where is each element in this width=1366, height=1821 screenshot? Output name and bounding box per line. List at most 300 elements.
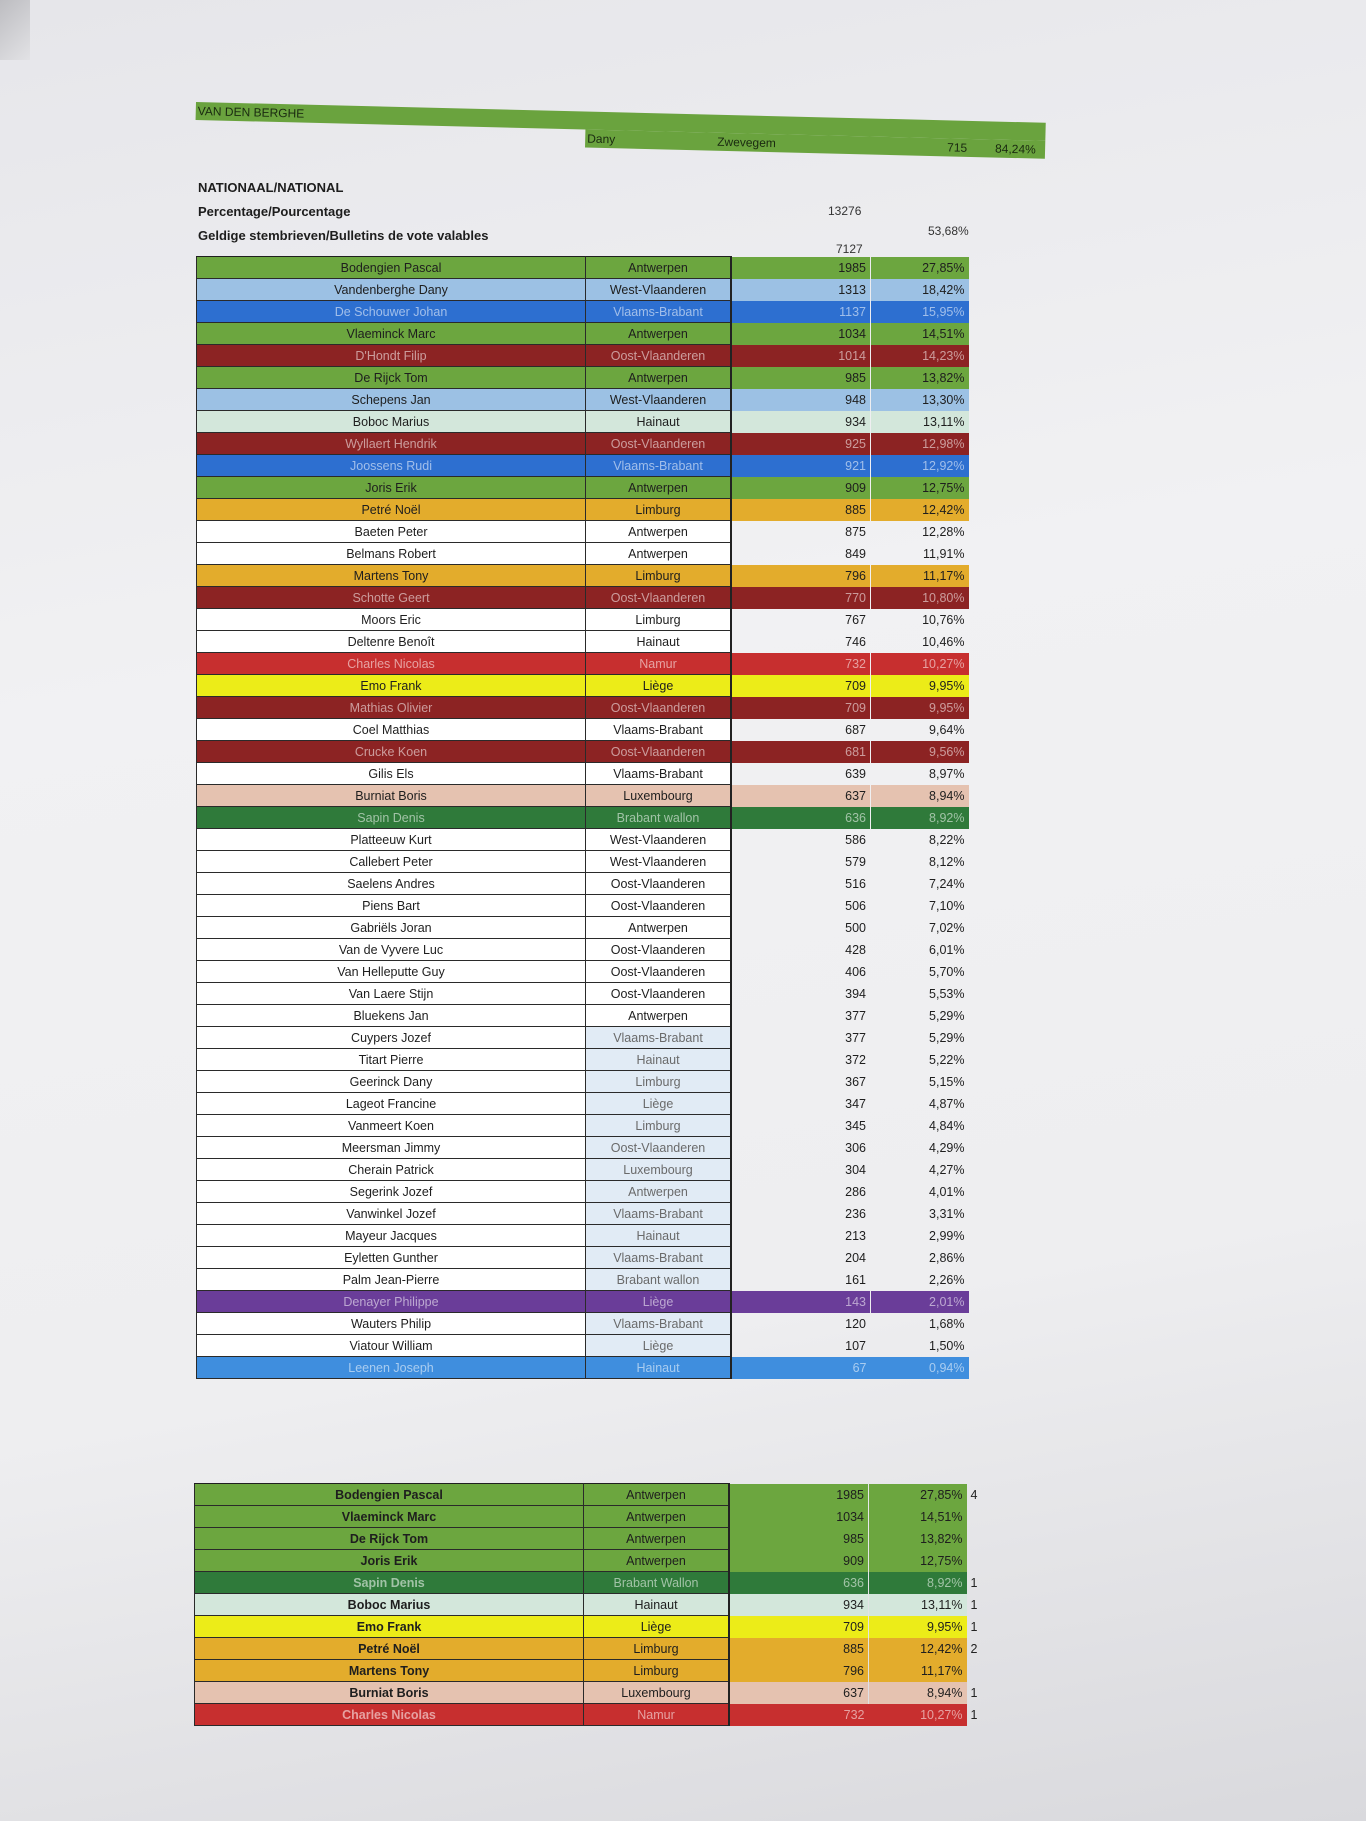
candidate-name: Moors Eric	[197, 609, 586, 631]
candidate-name: Vlaeminck Marc	[195, 1506, 584, 1528]
vote-count: 347	[845, 1096, 866, 1111]
vote-count: 213	[845, 1228, 866, 1243]
vote-percentage: 12,75%	[869, 1550, 967, 1572]
vote-count: 372	[845, 1052, 866, 1067]
province: Limburg	[586, 1115, 732, 1137]
candidates-table-body	[197, 257, 969, 1379]
vote-count: 767	[845, 612, 866, 627]
national-title: NATIONAAL/NATIONAL	[198, 180, 344, 195]
candidate-name: Eyletten Gunther	[197, 1247, 586, 1269]
summary-row	[195, 1484, 995, 1506]
vote-percentage: 10,46%	[922, 634, 965, 649]
vote-count: 934	[731, 411, 871, 433]
province: Brabant wallon	[586, 807, 732, 829]
vote-count: 732	[729, 1704, 869, 1726]
seat-count: 1	[970, 1619, 978, 1634]
summary-row	[195, 1704, 995, 1726]
candidate-name: De Rijck Tom	[195, 1528, 584, 1550]
vote-count: 925	[731, 433, 871, 455]
seat-count: 1	[970, 1597, 978, 1612]
table-row	[197, 1093, 969, 1115]
vote-percentage: 5,70%	[929, 964, 965, 979]
vote-count: 304	[845, 1162, 866, 1177]
table-row	[197, 1225, 969, 1247]
province: Namur	[586, 653, 732, 675]
vote-percentage: 2,01%	[871, 1291, 969, 1313]
vote-percentage: 4,27%	[929, 1162, 965, 1177]
vote-count: 120	[845, 1316, 866, 1331]
table-row	[197, 389, 969, 411]
candidate-name: Palm Jean-Pierre	[197, 1269, 586, 1291]
candidate-name: Wyllaert Hendrik	[197, 433, 586, 455]
candidate-name: Baeten Peter	[197, 521, 586, 543]
province: Vlaams-Brabant	[586, 1313, 732, 1335]
candidate-name: Charles Nicolas	[197, 653, 586, 675]
vote-percentage: 12,98%	[871, 433, 969, 455]
candidate-name: Deltenre Benoît	[197, 631, 586, 653]
vote-percentage: 12,42%	[871, 499, 969, 521]
vote-percentage: 14,51%	[869, 1506, 967, 1528]
vote-percentage: 12,28%	[922, 524, 965, 539]
province: Luxembourg	[584, 1682, 730, 1704]
vote-percentage: 8,94%	[871, 785, 969, 807]
summary-row	[195, 1506, 995, 1528]
province: Limburg	[586, 499, 732, 521]
vote-percentage: 2,99%	[929, 1228, 965, 1243]
candidate-name: Leenen Joseph	[197, 1357, 586, 1379]
table-row	[197, 345, 969, 367]
candidate-name: De Rijck Tom	[197, 367, 586, 389]
seat-count: 2	[970, 1641, 978, 1656]
table-row	[197, 279, 969, 301]
seat-count: 1	[970, 1707, 978, 1722]
table-row	[197, 763, 969, 785]
province: Hainaut	[586, 1357, 732, 1379]
candidate-name: Joris Erik	[195, 1550, 584, 1572]
vote-percentage: 8,97%	[929, 766, 965, 781]
table-row	[197, 1203, 969, 1225]
table-row	[197, 367, 969, 389]
table-row	[197, 1159, 969, 1181]
table-row	[197, 851, 969, 873]
candidate-name: Gilis Els	[197, 763, 586, 785]
vote-count: 1985	[729, 1484, 869, 1506]
province: Antwerpen	[584, 1506, 730, 1528]
vote-count: 286	[845, 1184, 866, 1199]
vote-count: 500	[845, 920, 866, 935]
province: Hainaut	[586, 1049, 732, 1071]
province: Liège	[586, 1291, 732, 1313]
province: Antwerpen	[586, 917, 732, 939]
vote-percentage: 9,95%	[869, 1616, 967, 1638]
province: Antwerpen	[586, 1005, 732, 1027]
vote-percentage: 8,22%	[929, 832, 965, 847]
vote-count: 796	[729, 1660, 869, 1682]
valid-ballots-label: Geldige stembrieven/Bulletins de vote valables	[198, 228, 489, 243]
vote-count: 367	[845, 1074, 866, 1089]
province: West-Vlaanderen	[586, 851, 732, 873]
table-row	[197, 521, 969, 543]
vote-count: 796	[731, 565, 871, 587]
header-first-name: Dany	[587, 131, 616, 147]
candidates-table	[196, 256, 969, 1379]
province: Limburg	[584, 1638, 730, 1660]
vote-count: 1985	[731, 257, 871, 279]
table-row	[197, 829, 969, 851]
vote-percentage: 11,17%	[871, 565, 969, 587]
vote-percentage: 5,53%	[929, 986, 965, 1001]
table-row	[197, 741, 969, 763]
seat-count	[967, 1660, 995, 1682]
candidate-name: Meersman Jimmy	[197, 1137, 586, 1159]
percentage-label: Percentage/Pourcentage	[198, 204, 351, 219]
vote-percentage: 15,95%	[871, 301, 969, 323]
vote-count: 746	[845, 634, 866, 649]
province: Luxembourg	[586, 785, 732, 807]
province: Vlaams-Brabant	[586, 719, 732, 741]
seat-count: 1	[970, 1575, 978, 1590]
vote-count: 849	[845, 546, 866, 561]
table-row	[197, 1071, 969, 1093]
table-row	[197, 1005, 969, 1027]
candidate-name: Emo Frank	[195, 1616, 584, 1638]
vote-count: 377	[845, 1030, 866, 1045]
vote-count: 236	[845, 1206, 866, 1221]
candidate-name: Petré Noël	[195, 1638, 584, 1660]
province: Limburg	[586, 609, 732, 631]
candidate-name: Van Helleputte Guy	[197, 961, 586, 983]
province: Hainaut	[586, 411, 732, 433]
vote-percentage: 12,92%	[871, 455, 969, 477]
vote-percentage: 5,29%	[929, 1008, 965, 1023]
vote-count: 885	[731, 499, 871, 521]
province: Oost-Vlaanderen	[586, 587, 732, 609]
candidate-name: Vanwinkel Jozef	[197, 1203, 586, 1225]
vote-count: 1313	[731, 279, 871, 301]
vote-count: 1034	[731, 323, 871, 345]
vote-percentage: 5,15%	[929, 1074, 965, 1089]
province: Brabant Wallon	[584, 1572, 730, 1594]
vote-percentage: 13,82%	[871, 367, 969, 389]
table-row	[197, 631, 969, 653]
candidate-name: Mayeur Jacques	[197, 1225, 586, 1247]
candidate-name: Belmans Robert	[197, 543, 586, 565]
candidate-name: Geerinck Dany	[197, 1071, 586, 1093]
summary-row	[195, 1528, 995, 1550]
vote-percentage: 4,01%	[929, 1184, 965, 1199]
vote-count: 579	[845, 854, 866, 869]
province: Vlaams-Brabant	[586, 455, 732, 477]
vote-percentage: 9,64%	[929, 722, 965, 737]
vote-count: 636	[729, 1572, 869, 1594]
province: Oost-Vlaanderen	[586, 741, 732, 763]
table-row	[197, 653, 969, 675]
vote-percentage: 13,11%	[871, 411, 969, 433]
province: Oost-Vlaanderen	[586, 1137, 732, 1159]
province: Liège	[586, 675, 732, 697]
summary-table-body	[195, 1484, 995, 1726]
seat-count: 4	[970, 1487, 978, 1502]
province: Oost-Vlaanderen	[586, 433, 732, 455]
vote-percentage: 14,51%	[871, 323, 969, 345]
candidate-name: D'Hondt Filip	[197, 345, 586, 367]
page-corner	[0, 0, 30, 60]
province: West-Vlaanderen	[586, 389, 732, 411]
vote-percentage: 18,42%	[871, 279, 969, 301]
candidate-name: Schepens Jan	[197, 389, 586, 411]
table-row	[197, 433, 969, 455]
total-votes: 13276	[828, 204, 862, 218]
vote-percentage: 6,01%	[929, 942, 965, 957]
table-row	[197, 961, 969, 983]
candidate-name: Burniat Boris	[197, 785, 586, 807]
candidate-name: Gabriëls Joran	[197, 917, 586, 939]
table-row	[197, 1247, 969, 1269]
candidate-name: Emo Frank	[197, 675, 586, 697]
vote-percentage: 8,92%	[869, 1572, 967, 1594]
candidate-name: Titart Pierre	[197, 1049, 586, 1071]
table-row	[197, 543, 969, 565]
vote-count: 875	[845, 524, 866, 539]
vote-count: 885	[729, 1638, 869, 1660]
province: Liège	[584, 1616, 730, 1638]
table-row	[197, 1115, 969, 1137]
vote-percentage: 1,68%	[929, 1316, 965, 1331]
header-percentage: 84,24%	[994, 141, 1036, 157]
vote-count: 948	[731, 389, 871, 411]
candidate-name: Martens Tony	[197, 565, 586, 587]
province: Vlaams-Brabant	[586, 1247, 732, 1269]
vote-count: 909	[731, 477, 871, 499]
candidate-name: Boboc Marius	[195, 1594, 584, 1616]
vote-count: 985	[729, 1528, 869, 1550]
candidate-name: Sapin Denis	[197, 807, 586, 829]
vote-count: 394	[845, 986, 866, 1001]
province: Vlaams-Brabant	[586, 301, 732, 323]
summary-row	[195, 1638, 995, 1660]
province: Vlaams-Brabant	[586, 763, 732, 785]
table-row	[197, 499, 969, 521]
province: Oost-Vlaanderen	[586, 697, 732, 719]
province: Antwerpen	[586, 257, 732, 279]
summary-row	[195, 1616, 995, 1638]
vote-percentage: 10,27%	[869, 1704, 967, 1726]
table-row	[197, 257, 969, 279]
summary-row	[195, 1660, 995, 1682]
province: West-Vlaanderen	[586, 279, 732, 301]
vote-count: 67	[731, 1357, 871, 1379]
vote-count: 586	[845, 832, 866, 847]
vote-percentage: 2,86%	[929, 1250, 965, 1265]
header-municipality: Zwevegem	[717, 134, 777, 151]
province: Liège	[586, 1335, 732, 1357]
province: Vlaams-Brabant	[586, 1027, 732, 1049]
vote-percentage: 11,91%	[923, 546, 965, 561]
candidate-name: Van Laere Stijn	[197, 983, 586, 1005]
vote-count: 709	[729, 1616, 869, 1638]
province: Antwerpen	[586, 477, 732, 499]
province: Antwerpen	[586, 1181, 732, 1203]
table-row	[197, 455, 969, 477]
seat-count	[967, 1528, 995, 1550]
seat-count	[967, 1506, 995, 1528]
vote-percentage: 3,31%	[929, 1206, 965, 1221]
province: Brabant wallon	[586, 1269, 732, 1291]
candidate-name: Bodengien Pascal	[197, 257, 586, 279]
province: Antwerpen	[586, 521, 732, 543]
province: Oost-Vlaanderen	[586, 939, 732, 961]
vote-percentage: 14,23%	[871, 345, 969, 367]
vote-count: 406	[845, 964, 866, 979]
vote-percentage: 13,11%	[869, 1594, 967, 1616]
vote-count: 639	[845, 766, 866, 781]
header-band	[195, 102, 1046, 163]
candidate-name: Joris Erik	[197, 477, 586, 499]
candidate-name: Coel Matthias	[197, 719, 586, 741]
header-votes: 715	[946, 140, 968, 155]
vote-percentage: 4,84%	[929, 1118, 965, 1133]
candidate-name: Cherain Patrick	[197, 1159, 586, 1181]
table-row	[197, 477, 969, 499]
vote-count: 921	[731, 455, 871, 477]
table-row	[197, 411, 969, 433]
vote-percentage: 9,95%	[871, 675, 969, 697]
valid-votes: 7127	[836, 242, 863, 256]
vote-percentage: 2,26%	[929, 1272, 965, 1287]
vote-count: 732	[731, 653, 871, 675]
candidate-name: Van de Vyvere Luc	[197, 939, 586, 961]
vote-count: 709	[731, 675, 871, 697]
vote-percentage: 8,94%	[869, 1682, 967, 1704]
candidate-name: Vlaeminck Marc	[197, 323, 586, 345]
table-row	[197, 675, 969, 697]
vote-count: 637	[731, 785, 871, 807]
candidate-name: Wauters Philip	[197, 1313, 586, 1335]
vote-percentage: 7,02%	[929, 920, 965, 935]
province: Antwerpen	[586, 543, 732, 565]
vote-count: 143	[731, 1291, 871, 1313]
candidate-name: Segerink Jozef	[197, 1181, 586, 1203]
table-row	[197, 1313, 969, 1335]
candidate-name: Vanmeert Koen	[197, 1115, 586, 1137]
vote-percentage: 7,10%	[929, 898, 965, 913]
vote-percentage: 27,85%	[871, 257, 969, 279]
turnout-percentage: 53,68%	[928, 224, 969, 238]
summary-row	[195, 1572, 995, 1594]
vote-percentage: 4,29%	[929, 1140, 965, 1155]
province: West-Vlaanderen	[586, 829, 732, 851]
vote-percentage: 10,76%	[922, 612, 965, 627]
table-row	[197, 323, 969, 345]
candidate-name: Platteeuw Kurt	[197, 829, 586, 851]
vote-count: 909	[729, 1550, 869, 1572]
candidate-name: Viatour William	[197, 1335, 586, 1357]
table-row	[197, 983, 969, 1005]
vote-percentage: 0,94%	[871, 1357, 969, 1379]
table-row	[197, 1027, 969, 1049]
vote-percentage: 1,50%	[929, 1338, 965, 1353]
candidate-name: Petré Noël	[197, 499, 586, 521]
province: Oost-Vlaanderen	[586, 895, 732, 917]
vote-percentage: 5,29%	[929, 1030, 965, 1045]
vote-count: 934	[729, 1594, 869, 1616]
vote-count: 636	[731, 807, 871, 829]
vote-percentage: 10,80%	[871, 587, 969, 609]
vote-percentage: 4,87%	[929, 1096, 965, 1111]
vote-count: 1034	[729, 1506, 869, 1528]
vote-percentage: 10,27%	[871, 653, 969, 675]
candidate-name: Schotte Geert	[197, 587, 586, 609]
table-row	[197, 565, 969, 587]
seat-count	[967, 1550, 995, 1572]
vote-count: 985	[731, 367, 871, 389]
province: Namur	[584, 1704, 730, 1726]
table-row	[197, 301, 969, 323]
province: Hainaut	[584, 1594, 730, 1616]
candidate-name: Cuypers Jozef	[197, 1027, 586, 1049]
vote-percentage: 9,95%	[871, 697, 969, 719]
candidate-name: Callebert Peter	[197, 851, 586, 873]
vote-count: 516	[845, 876, 866, 891]
candidate-name: Charles Nicolas	[195, 1704, 584, 1726]
candidate-name: Martens Tony	[195, 1660, 584, 1682]
vote-count: 709	[731, 697, 871, 719]
province: Antwerpen	[584, 1484, 730, 1506]
province: Antwerpen	[584, 1528, 730, 1550]
vote-count: 345	[845, 1118, 866, 1133]
vote-percentage: 9,56%	[871, 741, 969, 763]
table-row	[197, 587, 969, 609]
vote-count: 161	[845, 1272, 866, 1287]
table-row	[197, 1137, 969, 1159]
table-row	[197, 895, 969, 917]
vote-count: 681	[731, 741, 871, 763]
vote-count: 377	[845, 1008, 866, 1023]
table-row	[197, 1181, 969, 1203]
province: Oost-Vlaanderen	[586, 345, 732, 367]
province: Limburg	[586, 1071, 732, 1093]
vote-count: 204	[845, 1250, 866, 1265]
province: Antwerpen	[584, 1550, 730, 1572]
table-row	[197, 1357, 969, 1379]
vote-count: 687	[845, 722, 866, 737]
candidate-name: Boboc Marius	[197, 411, 586, 433]
table-row	[197, 807, 969, 829]
province: Limburg	[584, 1660, 730, 1682]
vote-count: 637	[729, 1682, 869, 1704]
candidate-name: Denayer Philippe	[197, 1291, 586, 1313]
province: Hainaut	[586, 1225, 732, 1247]
vote-percentage: 27,85%	[869, 1484, 967, 1506]
province: Oost-Vlaanderen	[586, 983, 732, 1005]
vote-count: 506	[845, 898, 866, 913]
candidate-name: Vandenberghe Dany	[197, 279, 586, 301]
candidate-name: Mathias Olivier	[197, 697, 586, 719]
vote-count: 428	[845, 942, 866, 957]
table-row	[197, 719, 969, 741]
vote-count: 306	[845, 1140, 866, 1155]
table-row	[197, 1335, 969, 1357]
province: Antwerpen	[586, 323, 732, 345]
candidate-name: Bluekens Jan	[197, 1005, 586, 1027]
province: Vlaams-Brabant	[586, 1203, 732, 1225]
vote-percentage: 5,22%	[929, 1052, 965, 1067]
candidate-name: Piens Bart	[197, 895, 586, 917]
vote-percentage: 8,92%	[871, 807, 969, 829]
vote-percentage: 13,82%	[869, 1528, 967, 1550]
province: Oost-Vlaanderen	[586, 961, 732, 983]
candidate-name: De Schouwer Johan	[197, 301, 586, 323]
